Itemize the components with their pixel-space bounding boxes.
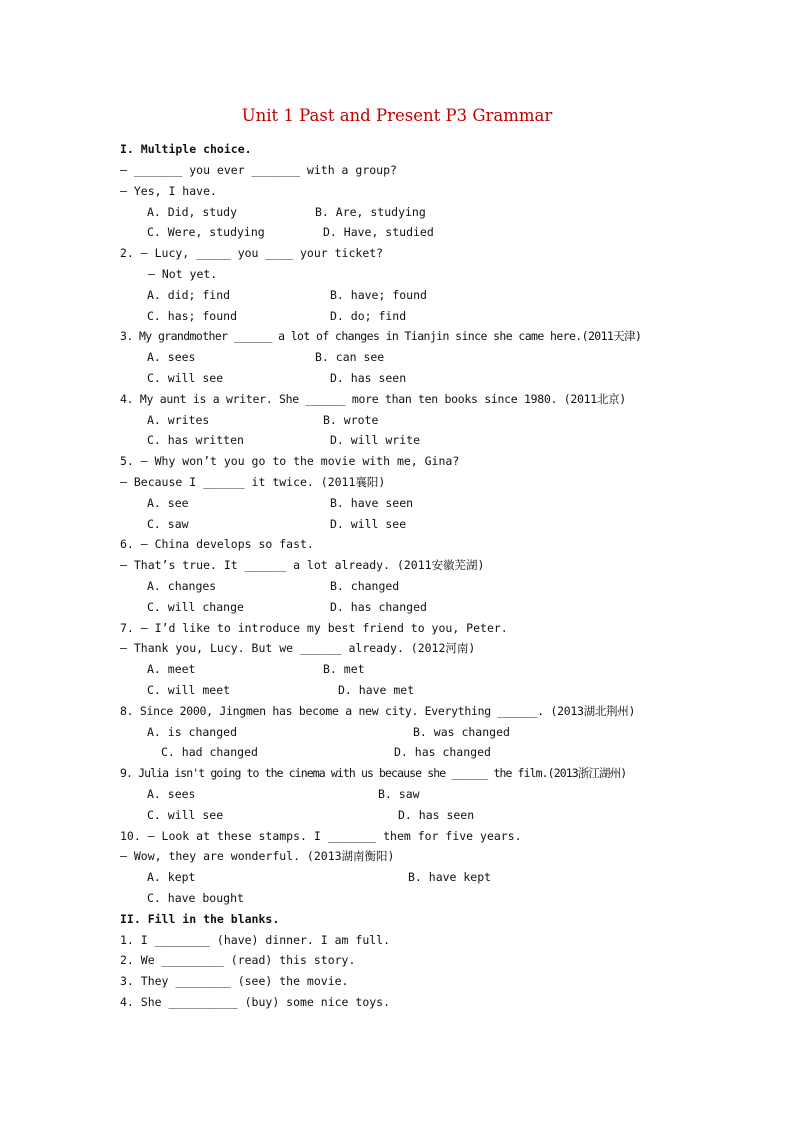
question-8-line: 8. Since 2000, Jingmen has become a new city. Everything ______. (2013湖北荆州) bbox=[120, 704, 636, 718]
option-a: A. Did, study bbox=[147, 205, 238, 219]
option-d: D. do; find bbox=[330, 309, 407, 323]
option-b: B. met bbox=[323, 662, 365, 676]
option-d: D. has changed bbox=[330, 600, 427, 614]
option-b: B. Are, studying bbox=[315, 205, 426, 219]
option-a: A. meet bbox=[147, 662, 196, 676]
option-d: D. has changed bbox=[394, 745, 491, 759]
fill-blank-item-2: 2. We _________ (read) this story. bbox=[120, 953, 356, 967]
question-2-answer-line: — Not yet. bbox=[148, 267, 218, 281]
option-a: A. kept bbox=[147, 870, 196, 884]
option-d: D. will write bbox=[330, 433, 421, 447]
section-heading-multiple-choice: I. Multiple choice. bbox=[120, 142, 252, 156]
option-b: B. was changed bbox=[413, 725, 510, 739]
option-a: A. sees bbox=[147, 787, 196, 801]
question-5-answer-line: — Because I ______ it twice. (2011襄阳) bbox=[120, 475, 386, 489]
option-a: A. writes bbox=[147, 413, 210, 427]
question-6-line: 6. — China develops so fast. bbox=[120, 537, 314, 551]
question-2-line: 2. — Lucy, _____ you ____ your ticket? bbox=[120, 246, 384, 260]
option-b: B. saw bbox=[378, 787, 420, 801]
option-c: C. have bought bbox=[147, 891, 244, 905]
question-10-answer-line: — Wow, they are wonderful. (2013湖南衡阳) bbox=[120, 849, 395, 863]
option-b: B. can see bbox=[315, 350, 385, 364]
page-title: Unit 1 Past and Present P3 Grammar bbox=[241, 106, 553, 125]
option-c: C. will see bbox=[147, 808, 224, 822]
option-d: D. has seen bbox=[330, 371, 407, 385]
option-c: C. has; found bbox=[147, 309, 238, 323]
question-5-line: 5. — Why won’t you go to the movie with me, Gina? bbox=[120, 454, 460, 468]
fill-blank-item-4: 4. She __________ (buy) some nice toys. bbox=[120, 995, 391, 1009]
option-b: B. have seen bbox=[330, 496, 414, 510]
option-d: D. Have, studied bbox=[323, 225, 434, 239]
question-1-answer-line: — Yes, I have. bbox=[120, 184, 217, 198]
question-10-line: 10. — Look at these stamps. I _______ them for five years. bbox=[120, 829, 522, 843]
option-c: C. will meet bbox=[147, 683, 231, 697]
question-3-line: 3. My grandmother ______ a lot of changes in Tianjin since she came here.(2011天津) bbox=[120, 329, 642, 343]
section-heading-fill-blanks: II. Fill in the blanks. bbox=[120, 912, 280, 926]
option-a: A. sees bbox=[147, 350, 196, 364]
question-6-answer-line: — That’s true. It ______ a lot already. (2011安徽芜湖) bbox=[120, 558, 485, 572]
option-a: A. is changed bbox=[147, 725, 238, 739]
option-c: C. saw bbox=[147, 517, 189, 531]
fill-blank-item-1: 1. I ________ (have) dinner. I am full. bbox=[120, 933, 391, 947]
question-7-answer-line: — Thank you, Lucy. But we ______ already. (2012河南) bbox=[120, 641, 476, 655]
option-c: C. has written bbox=[147, 433, 244, 447]
option-a: A. did; find bbox=[147, 288, 231, 302]
option-d: D. has seen bbox=[398, 808, 475, 822]
option-b: B. wrote bbox=[323, 413, 379, 427]
option-c: C. will change bbox=[147, 600, 244, 614]
option-c: C. will see bbox=[147, 371, 224, 385]
question-4-line: 4. My aunt is a writer. She ______ more than ten books since 1980. (2011北京) bbox=[120, 392, 626, 406]
option-b: B. changed bbox=[330, 579, 400, 593]
option-b: B. have; found bbox=[330, 288, 427, 302]
option-a: A. changes bbox=[147, 579, 217, 593]
option-b: B. have kept bbox=[408, 870, 492, 884]
option-c: C. Were, studying bbox=[147, 225, 265, 239]
option-c: C. had changed bbox=[161, 745, 258, 759]
option-a: A. see bbox=[147, 496, 189, 510]
option-d: D. have met bbox=[338, 683, 415, 697]
fill-blank-item-3: 3. They ________ (see) the movie. bbox=[120, 974, 349, 988]
question-1-line: — _______ you ever _______ with a group? bbox=[120, 163, 397, 177]
question-9-line: 9. Julia isn't going to the cinema with us because she ______ the film.(2013浙江湖州) bbox=[120, 766, 627, 780]
option-d: D. will see bbox=[330, 517, 407, 531]
question-7-line: 7. — I’d like to introduce my best friend to you, Peter. bbox=[120, 621, 508, 635]
